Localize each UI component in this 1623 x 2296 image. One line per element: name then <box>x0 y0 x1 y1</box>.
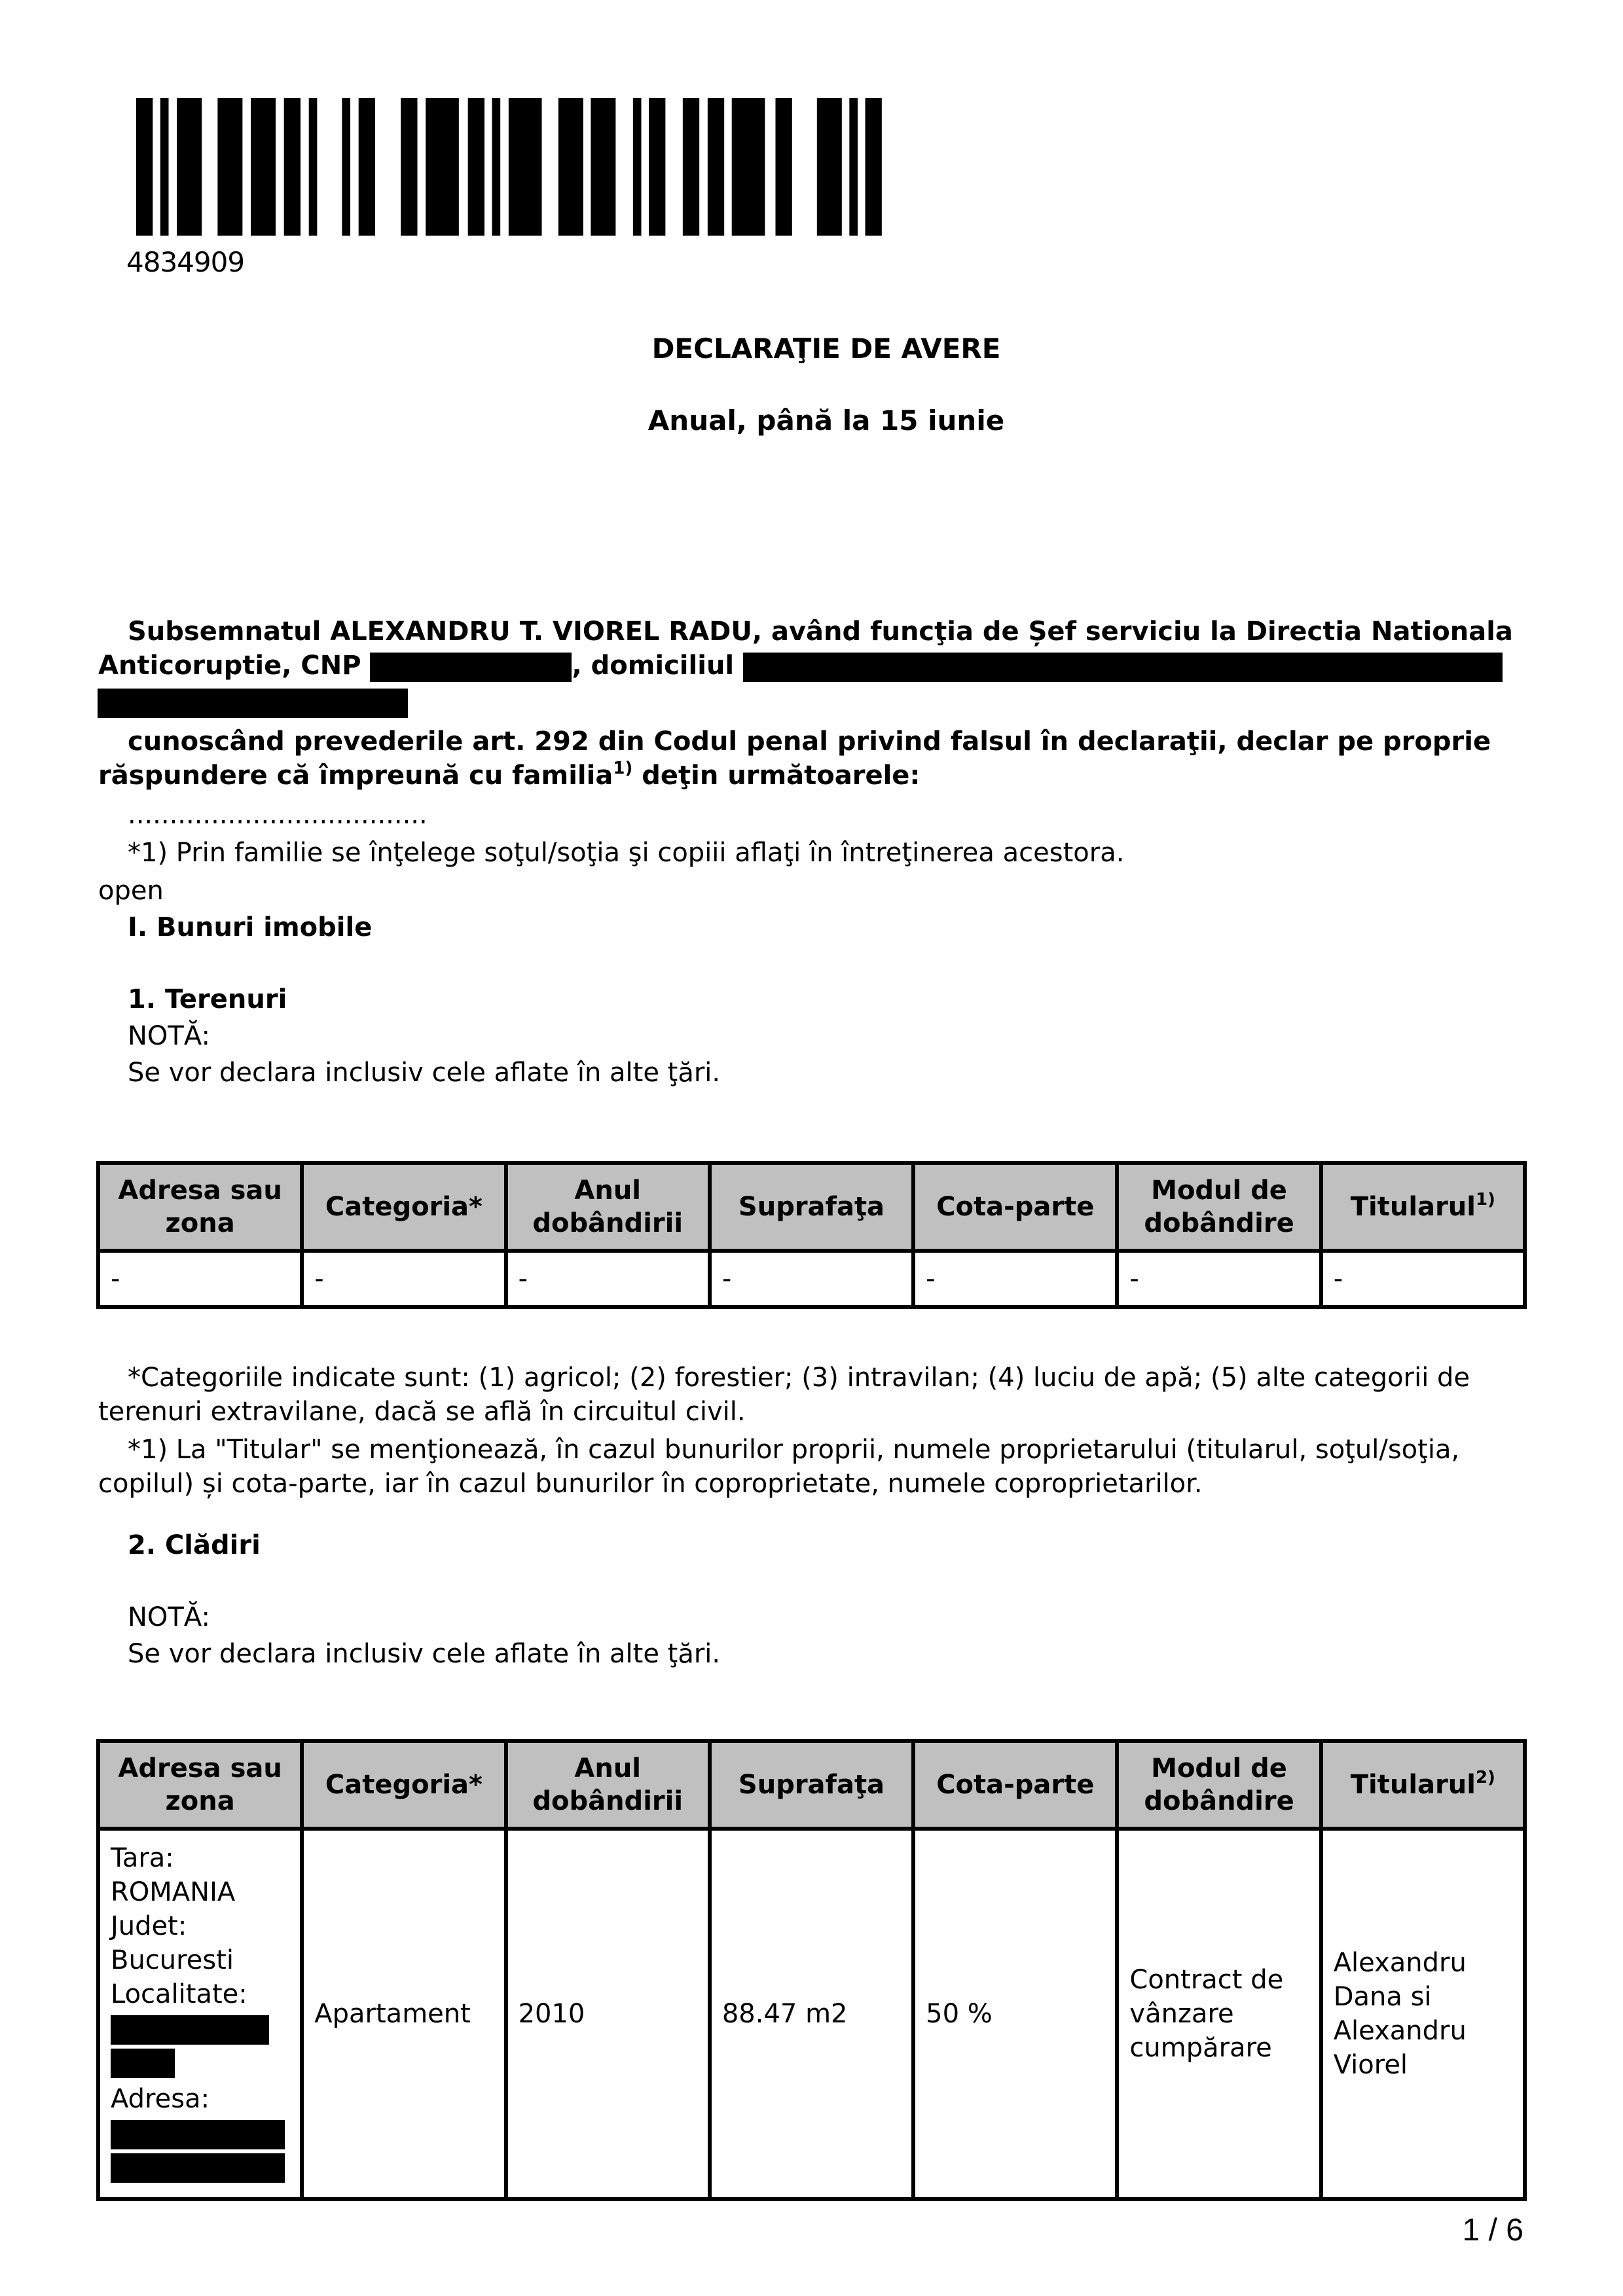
barcode-bar <box>558 98 583 236</box>
barcode-bar <box>136 98 153 236</box>
footnote-marker: 1) <box>1475 1190 1495 1210</box>
cladiri-table <box>96 1739 1527 2201</box>
barcode <box>136 98 883 236</box>
terenuri-table <box>96 1161 1527 1309</box>
table-cell: - <box>302 1251 505 1307</box>
anul-cell: 2010 <box>506 1829 710 2199</box>
barcode-bar <box>359 98 375 236</box>
subsection-heading-cladiri: 2. Clădiri <box>128 1530 261 1560</box>
column-header: Modul de dobândire <box>1117 1741 1321 1829</box>
table-cell: - <box>98 1251 302 1307</box>
footnote-marker: 2) <box>1475 1768 1495 1787</box>
judet-value: Bucuresti <box>111 1945 234 1975</box>
barcode-bar <box>509 98 542 236</box>
localitate-label: Localitate: <box>111 1979 247 2009</box>
titular-label: Titularul <box>1350 1770 1476 1800</box>
categories-footnote-line-2: terenuri extravilane, dacă se află în circuitul civil. <box>98 1397 746 1427</box>
column-header-titular <box>1321 1163 1525 1251</box>
localitate-redaction <box>111 2015 269 2045</box>
table-header-row <box>98 1163 1525 1251</box>
table-cell: - <box>710 1251 913 1307</box>
address-cell <box>98 1829 302 2199</box>
barcode-bar <box>342 98 350 236</box>
table-cell: - <box>1321 1251 1525 1307</box>
column-header: Categoria* <box>302 1163 505 1251</box>
table-cell: - <box>506 1251 710 1307</box>
titular-footnote-line-1: *1) La "Titular" se menţionează, în cazul bunurilor proprii, numele proprietarului (titularul, soţul/soţia, <box>128 1435 1460 1465</box>
cnp-redaction <box>370 653 572 682</box>
categories-footnote-line-1: *Categoriile indicate sunt: (1) agricol; (2) forestier; (3) intravilan; (4) luciu de apă; (5) alte categorii de <box>128 1363 1470 1393</box>
barcode-bar <box>775 98 792 236</box>
document-subtitle: Anual, până la 15 iunie <box>647 404 1005 437</box>
table-cell: - <box>913 1251 1117 1307</box>
column-header: Anul dobândirii <box>506 1163 710 1251</box>
barcode-bar <box>177 98 202 236</box>
declarant-domicile-label: , domiciliul <box>572 651 735 681</box>
table-row <box>98 1251 1525 1307</box>
barcode-bar <box>426 98 459 236</box>
barcode-bar <box>401 98 417 236</box>
note-label: NOTĂ: <box>128 1602 210 1632</box>
modul-cell: Contract de vânzare cumpărare <box>1117 1829 1321 2199</box>
barcode-bar <box>217 98 242 236</box>
family-footnote: *1) Prin familie se înţelege soţul/soţia şi copiii aflaţi în întreţinerea acestora. <box>128 838 1125 868</box>
barcode-bar <box>284 98 301 236</box>
footnote-marker: 1) <box>613 759 633 778</box>
column-header: Suprafaţa <box>710 1741 913 1829</box>
tara-label: Tara: <box>111 1843 174 1873</box>
adresa-label: Adresa: <box>111 2084 210 2114</box>
column-header-titular <box>1321 1741 1525 1829</box>
titular-cell: Alexandru Dana si Alexandru Viorel <box>1321 1829 1525 2199</box>
table-cell: - <box>1117 1251 1321 1307</box>
barcode-bar <box>309 98 318 236</box>
table-header-row <box>98 1741 1525 1829</box>
column-header: Modul de dobândire <box>1117 1163 1321 1251</box>
categoria-cell: Apartament <box>302 1829 505 2199</box>
domicile-redaction <box>743 653 1503 682</box>
section-heading-bunuri-imobile: I. Bunuri imobile <box>128 912 373 942</box>
barcode-bar <box>649 98 665 236</box>
barcode-bar <box>683 98 699 236</box>
adresa-redaction <box>111 2120 285 2149</box>
statement-text-end: deţin următoarele: <box>632 761 921 791</box>
adresa-redaction-continued <box>111 2153 285 2183</box>
declarant-line-2 <box>98 648 1539 683</box>
localitate-redaction-continued <box>111 2049 175 2078</box>
barcode-bar <box>591 98 615 236</box>
barcode-number: 4834909 <box>126 246 245 278</box>
barcode-bar <box>251 98 276 236</box>
judet-label: Judet: <box>111 1911 187 1941</box>
barcode-bar <box>160 98 169 236</box>
column-header: Suprafaţa <box>710 1163 913 1251</box>
marker-text: open <box>98 876 164 906</box>
column-header: Adresa sau zona <box>98 1163 302 1251</box>
page-number: 1 / 6 <box>1462 2213 1523 2248</box>
cota-parte-cell: 50 % <box>913 1829 1117 2199</box>
barcode-bar <box>468 98 484 236</box>
suprafata-cell: 88.47 m2 <box>710 1829 913 2199</box>
declarant-cnp-label: Anticoruptie, CNP <box>98 651 361 681</box>
column-header: Cota-parte <box>913 1163 1117 1251</box>
column-header: Adresa sau zona <box>98 1741 302 1829</box>
titular-footnote-line-2: copilul) și cota-parte, iar în cazul bunurilor în coproprietate, numele coproprietarilor. <box>98 1469 1203 1499</box>
statement-line-1: cunoscând prevederile art. 292 din Codul penal privind falsul în declaraţii, declar pe proprie <box>128 726 1491 757</box>
dotted-line: .................................... <box>128 800 428 830</box>
subsection-heading-terenuri: 1. Terenuri <box>128 984 287 1014</box>
barcode-bar <box>633 98 642 236</box>
barcode-bar <box>492 98 501 236</box>
tara-value: ROMANIA <box>111 1877 236 1907</box>
barcode-bar <box>708 98 724 236</box>
table-row <box>98 1829 1525 2199</box>
barcode-bar <box>866 98 882 236</box>
statement-line-2 <box>98 758 1539 793</box>
note-text: Se vor declara inclusiv cele aflate în alte ţări. <box>128 1639 721 1669</box>
column-header: Categoria* <box>302 1741 505 1829</box>
note-text: Se vor declara inclusiv cele aflate în alte ţări. <box>128 1058 721 1088</box>
declarant-line-1: Subsemnatul ALEXANDRU T. VIOREL RADU, având funcţia de Șef serviciu la Directia Nationala <box>128 617 1513 647</box>
column-header: Anul dobândirii <box>506 1741 710 1829</box>
document-title: DECLARAŢIE DE AVERE <box>651 332 1001 365</box>
barcode-bar <box>817 98 842 236</box>
column-header: Cota-parte <box>913 1741 1117 1829</box>
statement-text: răspundere că împreună cu familia <box>98 761 613 791</box>
titular-label: Titularul <box>1350 1192 1476 1222</box>
note-label: NOTĂ: <box>128 1021 210 1051</box>
domicile-redaction-continued <box>98 689 408 718</box>
barcode-bar <box>732 98 765 236</box>
barcode-bar <box>849 98 858 236</box>
